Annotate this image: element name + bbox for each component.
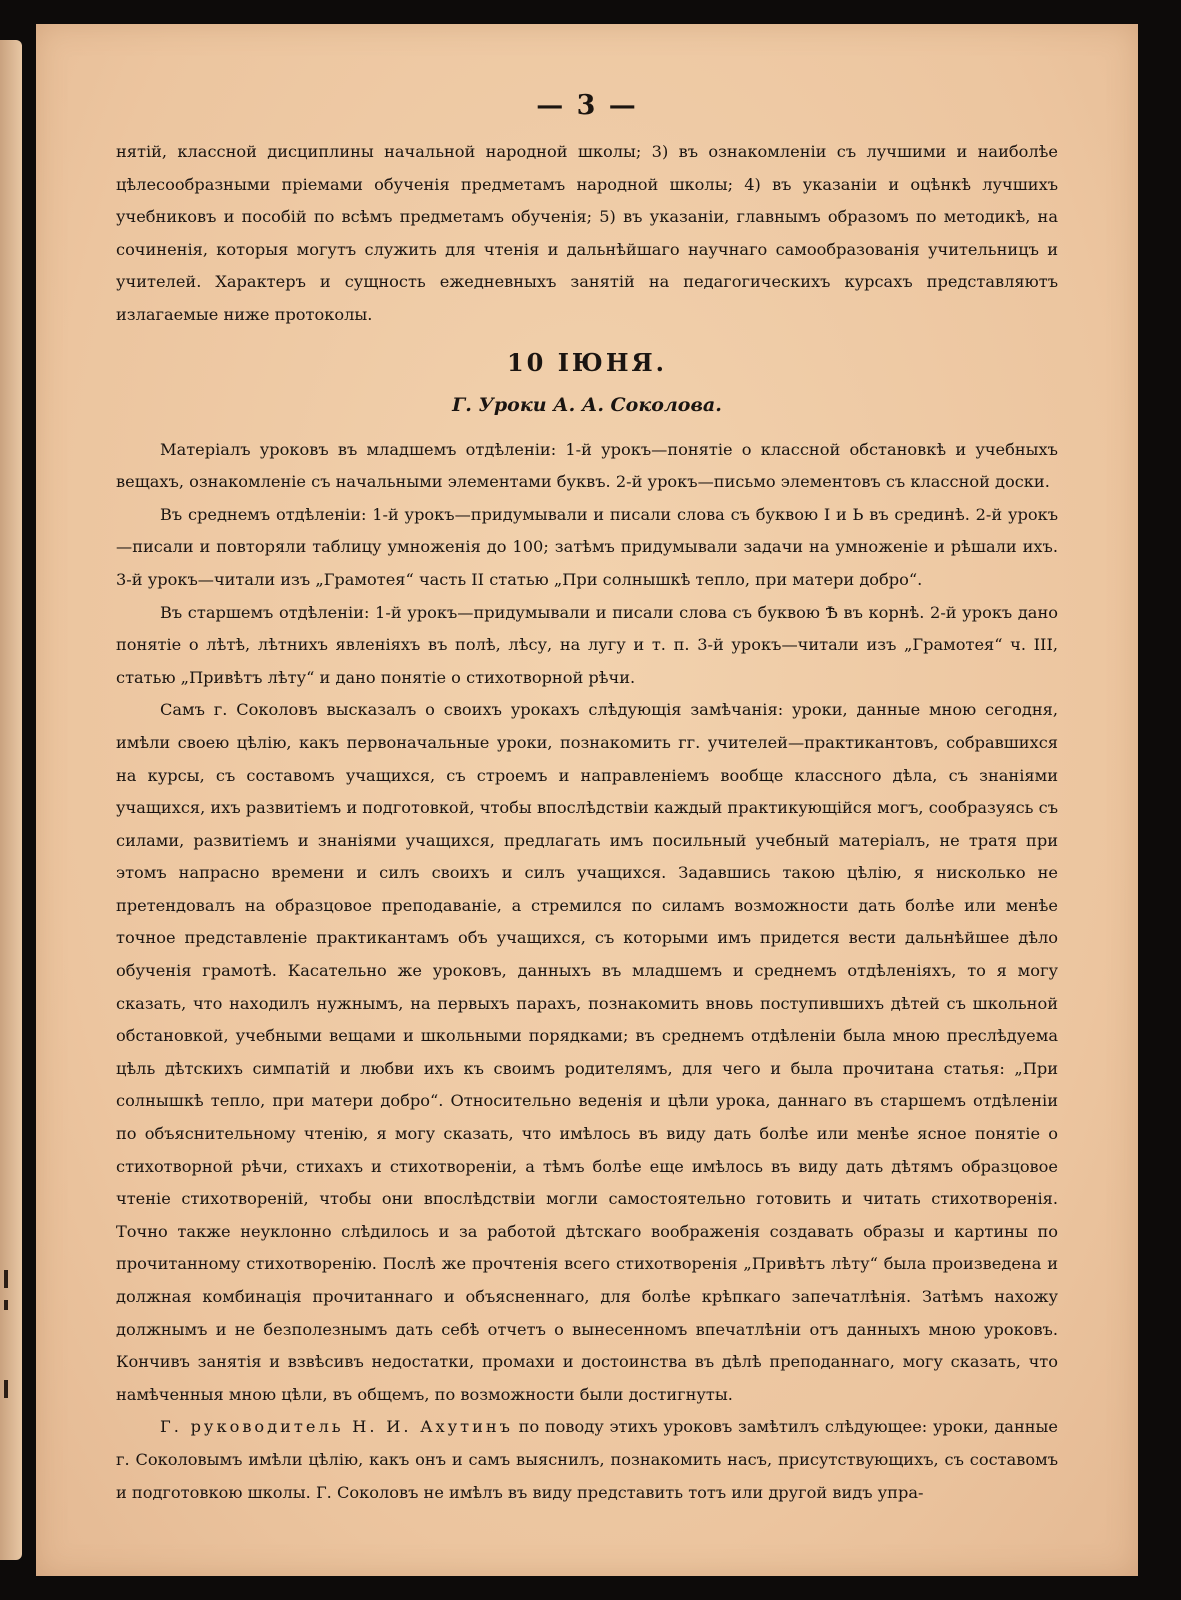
edge-mark <box>4 1380 8 1398</box>
book-page <box>36 24 1138 1576</box>
previous-page-edge <box>0 40 22 1560</box>
paragraph-senior-division: Въ старшемъ отдѣленіи: 1-й урокъ—придумывали и писали слова съ буквою Ѣ въ корнѣ. 2-й урокъ дано понятіе о лѣтѣ, лѣтнихъ явленіяхъ въ полѣ, лѣсу, на лугу и т. п. 3-й урокъ—читали изъ „Грамотея“ ч. III, статью „Привѣтъ лѣту“ и дано понятіе о стихотворной рѣчи. <box>116 602 1058 687</box>
edge-mark <box>4 1300 8 1310</box>
page-text <box>116 136 1058 1509</box>
page-number: — 3 — <box>536 90 638 121</box>
supervisor-name: Г. руководитель Н. И. Ахутинъ <box>160 1417 513 1437</box>
paragraph-sokolov-remarks: Самъ г. Соколовъ высказалъ о своихъ урокахъ слѣдующія замѣчанія: уроки, данные мною сегодня, имѣли своею цѣлію, какъ первоначальные уроки, познакомить гг. учителей—практикантовъ, собравшихся на курсы, съ составомъ учащихся, съ строемъ и направленіемъ вообще классного дѣла, съ знаніями учащихся, ихъ развитіемъ и подготовкой, чтобы впослѣдствіи каждый практикующійся могъ, сообразуясь съ силами, развитіемъ и знаніями учащихся, предлагать имъ посильный учебный матеріалъ, не тратя при этомъ напрасно времени и силъ своихъ и силъ учащихся. Задавшись такою цѣлію, я нисколько не претендовалъ на образцовое преподаваніе, а стремился по силамъ возможности дать болѣе или менѣе точное представленіе практикантамъ объ учащихся, съ которыми имъ придется вести дальнѣйшее дѣло обученія грамотѣ. Касательно же уроковъ, данныхъ въ младшемъ и среднемъ отдѣленіяхъ, то я могу сказать, что находилъ нужнымъ, на первыхъ парахъ, познакомить вновь поступившихъ дѣтей съ школьной обстановкой, учебными вещами и школьными порядками; въ среднемъ отдѣленіи была мною преслѣдуема цѣль дѣтскихъ симпатій и любви ихъ къ своимъ родителямъ, для чего и была прочитана статья: „При солнышкѣ тепло, при матери добро“. Относительно веденія и цѣли урока, даннаго въ старшемъ отдѣленіи по объяснительному чтенію, я могу сказать, что имѣлось въ виду дать болѣе или менѣе ясное понятіе о стихотворной рѣчи, стихахъ и стихотвореніи, а тѣмъ болѣе еще имѣлось въ виду дать дѣтямъ образцовое чтеніе стихотвореній, чтобы они впослѣдствіи могли самостоятельно готовить и читать стихотворенія. Точно также неуклонно слѣдилось и за работой дѣтскаго воображенія создавать образы и картины по прочитанному стихотворенію. Послѣ же прочтенія всего стихотворенія „Привѣтъ лѣту“ была произведена и должная комбинація прочитаннаго и объясненнаго, для болѣе крѣпкаго запечатлѣнія. Затѣмъ нахожу должнымъ и не безполезнымъ дать себѣ отчетъ о вынесенномъ впечатлѣніи отъ данныхъ мною уроковъ. Кончивъ занятія и взвѣсивъ недостатки, промахи и достоинства въ дѣлѣ преподаннаго, могу сказать, что намѣченныя мною цѣли, въ общемъ, по возможности были достигнуты. <box>116 700 1058 1404</box>
paragraph-supervisor-remarks <box>116 1411 1058 1509</box>
edge-mark <box>4 1270 8 1288</box>
supervisor-remarks-text: по поводу этихъ уроковъ замѣтилъ слѣдующее: уроки, данные г. Соколовымъ имѣли цѣлію, какъ онъ и самъ выяснилъ, познакомить насъ, присутствующихъ, съ составомъ и подготовкою школы. Г. Соколовъ не имѣлъ въ виду представить тотъ или другой видъ упра- <box>116 1417 1059 1502</box>
intro-paragraph: нятій, классной дисциплины начальной народной школы; 3) въ ознакомленіи съ лучшими и наиболѣе цѣлесообразными пріемами обученія предметамъ народной школы; 4) въ указаніи и оцѣнкѣ лучшихъ учебниковъ и пособій по всѣмъ предметамъ обученія; 5) въ указаніи, главнымъ образомъ по методикѣ, на сочиненія, которыя могутъ служить для чтенія и дальнѣйшаго научнаго самообразованія учительницъ и учителей. Характеръ и сущность ежедневныхъ занятій на педагогическихъ курсахъ представляютъ излагаемые ниже протоколы. <box>116 142 1058 324</box>
paragraph-junior-division: Матеріалъ уроковъ въ младшемъ отдѣленіи: 1-й урокъ—понятіе о классной обстановкѣ и учебныхъ вещахъ, ознакомленіе съ начальными элементами буквъ. 2-й урокъ—письмо элементовъ съ классной доски. <box>116 439 1058 492</box>
section-heading: 10 ІЮНЯ. <box>506 347 668 377</box>
paragraph-middle-division: Въ среднемъ отдѣленіи: 1-й урокъ—придумывали и писали слова съ буквою І и Ь въ срединѣ. 2-й урокъ—писали и повторяли таблицу умноженія до 100; затѣмъ придумывали задачи на умноженіе и рѣшали ихъ. 3-й урокъ—читали изъ „Грамотея“ часть II статью „При солнышкѣ тепло, при матери добро“. <box>116 504 1058 589</box>
lesson-title: Г. Уроки А. А. Соколова. <box>452 393 722 416</box>
